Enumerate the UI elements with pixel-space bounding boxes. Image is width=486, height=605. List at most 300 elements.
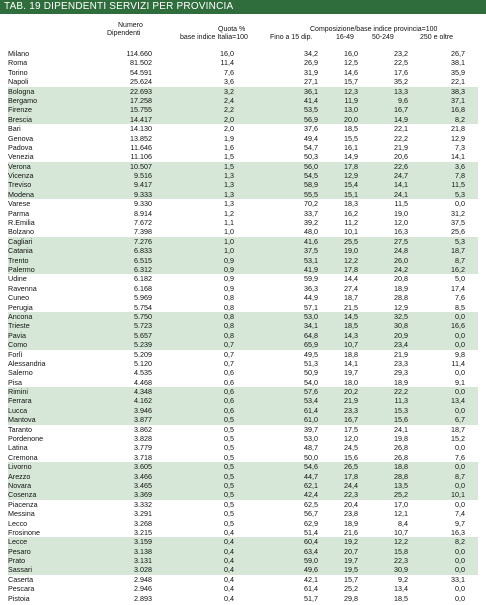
header-fino-15: Fino a 15 dip.: [270, 34, 313, 41]
250-oltre-value: 12,9: [451, 133, 465, 143]
250-oltre-value: 7,8: [455, 171, 465, 181]
fino-15-value: 55,5: [304, 189, 318, 199]
province-name: Salerno: [8, 368, 33, 378]
province-name: Ravenna: [8, 283, 37, 293]
250-oltre-value: 35,9: [451, 67, 465, 77]
fino-15-value: 61,0: [304, 415, 318, 425]
16-49-value: 26,5: [344, 462, 358, 472]
250-oltre-value: 11,4: [451, 358, 465, 368]
16-49-value: 12,0: [344, 434, 358, 444]
header-base-italia: base indice Italia=100: [180, 34, 248, 41]
table-row: [8, 303, 478, 312]
quota-value: 0,4: [224, 556, 234, 566]
table-row: [8, 265, 478, 274]
dipendenti-value: 5.723: [134, 321, 152, 331]
dipendenti-value: 5.657: [134, 330, 152, 340]
fino-15-value: 54,5: [304, 171, 318, 181]
dipendenti-value: 5.750: [134, 311, 152, 321]
50-249-value: 25,2: [394, 490, 408, 500]
quota-value: 0,8: [224, 321, 234, 331]
50-249-value: 20,8: [394, 274, 408, 284]
fino-15-value: 62,5: [304, 499, 318, 509]
province-name: Brescia: [8, 114, 32, 124]
50-249-value: 21,9: [394, 349, 408, 359]
50-249-value: 8,4: [398, 518, 408, 528]
province-name: Novara: [8, 480, 32, 490]
fino-15-value: 31,9: [304, 67, 318, 77]
50-249-value: 22,2: [394, 387, 408, 397]
50-249-value: 13,4: [394, 584, 408, 594]
250-oltre-value: 0,0: [455, 546, 465, 556]
table-row: [8, 350, 478, 359]
16-49-value: 15,4: [344, 180, 358, 190]
quota-value: 7,6: [224, 67, 234, 77]
data-table: [8, 49, 478, 603]
50-249-value: 23,3: [394, 358, 408, 368]
quota-value: 16,0: [220, 49, 234, 58]
fino-15-value: 62,9: [304, 518, 318, 528]
quota-value: 1,0: [224, 236, 234, 246]
250-oltre-value: 16,8: [451, 105, 465, 115]
quota-value: 1,0: [224, 246, 234, 256]
province-name: Alessandria: [8, 358, 46, 368]
fino-15-value: 37,6: [304, 124, 318, 134]
50-249-value: 27,5: [394, 236, 408, 246]
50-249-value: 26,0: [394, 255, 408, 265]
province-name: Udine: [8, 274, 27, 284]
table-row: [8, 162, 478, 171]
50-249-value: 11,5: [394, 199, 408, 209]
50-249-value: 18,9: [394, 283, 408, 293]
table-row: [8, 77, 478, 86]
dipendenti-value: 9.333: [134, 189, 152, 199]
50-249-value: 17,0: [394, 499, 408, 509]
250-oltre-value: 11,5: [451, 180, 465, 190]
province-name: Pordenone: [8, 434, 44, 444]
province-name: Bergamo: [8, 95, 38, 105]
dipendenti-value: 3.369: [134, 490, 152, 500]
dipendenti-value: 3.291: [134, 509, 152, 519]
fino-15-value: 59,9: [304, 274, 318, 284]
fino-15-value: 54,7: [304, 142, 318, 152]
16-49-value: 18,9: [344, 518, 358, 528]
250-oltre-value: 0,0: [455, 311, 465, 321]
dipendenti-value: 14.130: [130, 124, 152, 134]
table-row: [8, 565, 478, 574]
fino-15-value: 63,4: [304, 546, 318, 556]
province-name: Bolzano: [8, 227, 34, 237]
dipendenti-value: 5.969: [134, 293, 152, 303]
dipendenti-value: 17.258: [130, 95, 152, 105]
fino-15-value: 50,9: [304, 368, 318, 378]
16-49-value: 29,8: [344, 593, 358, 603]
50-249-value: 15,3: [394, 405, 408, 415]
fino-15-value: 53,5: [304, 105, 318, 115]
table-row: [8, 237, 478, 246]
dipendenti-value: 3.862: [134, 424, 152, 434]
50-249-value: 19,0: [394, 208, 408, 218]
50-249-value: 17,6: [394, 67, 408, 77]
16-49-value: 24,5: [344, 443, 358, 453]
dipendenti-value: 4.162: [134, 396, 152, 406]
250-oltre-value: 8,2: [455, 114, 465, 124]
16-49-value: 14,4: [344, 274, 358, 284]
50-249-value: 9,6: [398, 95, 408, 105]
province-name: Perugia: [8, 302, 33, 312]
quota-value: 0,7: [224, 349, 234, 359]
fino-15-value: 56,7: [304, 509, 318, 519]
dipendenti-value: 81.502: [130, 58, 152, 68]
fino-15-value: 61,4: [304, 584, 318, 594]
16-49-value: 16,2: [344, 208, 358, 218]
table-row: [8, 134, 478, 143]
table-row: [8, 584, 478, 593]
fino-15-value: 48,7: [304, 443, 318, 453]
50-249-value: 9,2: [398, 574, 408, 584]
16-49-value: 25,5: [344, 236, 358, 246]
16-49-value: 17,5: [344, 424, 358, 434]
quota-value: 2,4: [224, 95, 234, 105]
16-49-value: 18,3: [344, 199, 358, 209]
quota-value: 0,6: [224, 396, 234, 406]
250-oltre-value: 0,0: [455, 443, 465, 453]
250-oltre-value: 8,7: [455, 255, 465, 265]
dipendenti-value: 25.624: [130, 77, 152, 87]
250-oltre-value: 0,0: [455, 387, 465, 397]
quota-value: 0,6: [224, 405, 234, 415]
province-name: Livorno: [8, 462, 32, 472]
dipendenti-value: 3.946: [134, 405, 152, 415]
250-oltre-value: 0,0: [455, 565, 465, 575]
quota-value: 2,0: [224, 114, 234, 124]
dipendenti-value: 9.417: [134, 180, 152, 190]
16-49-value: 19,7: [344, 556, 358, 566]
quota-value: 2,0: [224, 124, 234, 134]
50-249-value: 26,8: [394, 443, 408, 453]
province-name: Arezzo: [8, 471, 31, 481]
table-row: [8, 453, 478, 462]
16-49-value: 16,1: [344, 142, 358, 152]
quota-value: 1,5: [224, 161, 234, 171]
dipendenti-value: 13.852: [130, 133, 152, 143]
dipendenti-value: 2.893: [134, 593, 152, 603]
quota-value: 0,7: [224, 340, 234, 350]
province-name: Lucca: [8, 405, 28, 415]
fino-15-value: 37,5: [304, 246, 318, 256]
50-249-value: 23,2: [394, 49, 408, 58]
fino-15-value: 54,6: [304, 462, 318, 472]
fino-15-value: 34,2: [304, 49, 318, 58]
250-oltre-value: 15,2: [451, 434, 465, 444]
table-row: [8, 396, 478, 405]
province-name: Palermo: [8, 264, 35, 274]
dipendenti-value: 7.398: [134, 227, 152, 237]
quota-value: 0,8: [224, 302, 234, 312]
province-name: Cuneo: [8, 293, 30, 303]
province-name: Parma: [8, 208, 30, 218]
250-oltre-value: 0,0: [455, 368, 465, 378]
fino-15-value: 54,0: [304, 377, 318, 387]
table-row: [8, 415, 478, 424]
dipendenti-value: 5.209: [134, 349, 152, 359]
16-49-value: 15,6: [344, 452, 358, 462]
table-row: [8, 152, 478, 161]
table-row: [8, 340, 478, 349]
dipendenti-value: 5.239: [134, 340, 152, 350]
province-name: Trieste: [8, 321, 30, 331]
dipendenti-value: 3.877: [134, 415, 152, 425]
dipendenti-value: 7.672: [134, 218, 152, 228]
province-name: Venezia: [8, 152, 34, 162]
fino-15-value: 51,3: [304, 358, 318, 368]
16-49-value: 21,5: [344, 302, 358, 312]
province-name: Como: [8, 340, 28, 350]
table-row: [8, 58, 478, 67]
header-quota: Quota %: [218, 26, 246, 33]
dipendenti-value: 5.120: [134, 358, 152, 368]
quota-value: 0,8: [224, 293, 234, 303]
quota-value: 0,4: [224, 593, 234, 603]
250-oltre-value: 0,0: [455, 199, 465, 209]
fino-15-value: 42,4: [304, 490, 318, 500]
dipendenti-value: 3.718: [134, 452, 152, 462]
table-row: [8, 218, 478, 227]
fino-15-value: 39,2: [304, 218, 318, 228]
table-row: [8, 406, 478, 415]
250-oltre-value: 22,1: [451, 77, 465, 87]
250-oltre-value: 7,3: [455, 142, 465, 152]
fino-15-value: 49,4: [304, 133, 318, 143]
province-name: Pisa: [8, 377, 22, 387]
table-row: [8, 481, 478, 490]
16-49-value: 15,1: [344, 189, 358, 199]
table-row: [8, 190, 478, 199]
dipendenti-value: 6.515: [134, 255, 152, 265]
table-row: [8, 180, 478, 189]
table-row: [8, 124, 478, 133]
50-249-value: 22,6: [394, 161, 408, 171]
fino-15-value: 61,4: [304, 405, 318, 415]
50-249-value: 12,9: [394, 302, 408, 312]
16-49-value: 16,0: [344, 49, 358, 58]
dipendenti-value: 3.215: [134, 527, 152, 537]
50-249-value: 32,5: [394, 311, 408, 321]
250-oltre-value: 5,3: [455, 236, 465, 246]
50-249-value: 24,1: [394, 424, 408, 434]
table-row: [8, 256, 478, 265]
province-name: Cosenza: [8, 490, 37, 500]
16-49-value: 12,5: [344, 58, 358, 68]
dipendenti-value: 8.914: [134, 208, 152, 218]
province-name: Varese: [8, 199, 31, 209]
16-49-value: 12,9: [344, 171, 358, 181]
250-oltre-value: 16,6: [451, 321, 465, 331]
50-249-value: 24,7: [394, 171, 408, 181]
250-oltre-value: 7,4: [455, 509, 465, 519]
dipendenti-value: 6.833: [134, 246, 152, 256]
250-oltre-value: 0,0: [455, 584, 465, 594]
table-row: [8, 143, 478, 152]
16-49-value: 10,1: [344, 227, 358, 237]
province-name: Pescara: [8, 584, 35, 594]
quota-value: 3,2: [224, 86, 234, 96]
50-249-value: 15,6: [394, 415, 408, 425]
quota-value: 0,5: [224, 480, 234, 490]
16-49-value: 10,7: [344, 340, 358, 350]
fino-15-value: 36,3: [304, 283, 318, 293]
quota-value: 1,3: [224, 171, 234, 181]
16-49-value: 18,5: [344, 124, 358, 134]
fino-15-value: 64,8: [304, 330, 318, 340]
table-row: [8, 500, 478, 509]
16-49-value: 14,3: [344, 330, 358, 340]
16-49-value: 15,7: [344, 77, 358, 87]
table-row: [8, 378, 478, 387]
table-row: [8, 115, 478, 124]
table-row: [8, 274, 478, 283]
50-249-value: 24,8: [394, 246, 408, 256]
fino-15-value: 26,9: [304, 58, 318, 68]
province-name: Milano: [8, 49, 30, 58]
250-oltre-value: 8,2: [455, 537, 465, 547]
dipendenti-value: 3.268: [134, 518, 152, 528]
16-49-value: 12,3: [344, 86, 358, 96]
50-249-value: 29,3: [394, 368, 408, 378]
province-name: Piacenza: [8, 499, 38, 509]
dipendenti-value: 5.754: [134, 302, 152, 312]
header-dipendenti: Dipendenti: [107, 30, 141, 37]
province-name: Bologna: [8, 86, 35, 96]
province-name: Taranto: [8, 424, 32, 434]
fino-15-value: 48,0: [304, 227, 318, 237]
fino-15-value: 59,0: [304, 556, 318, 566]
fino-15-value: 60,4: [304, 537, 318, 547]
16-49-value: 11,2: [344, 218, 358, 228]
16-49-value: 24,4: [344, 480, 358, 490]
50-249-value: 28,8: [394, 471, 408, 481]
dipendenti-value: 3.828: [134, 434, 152, 444]
fino-15-value: 41,6: [304, 236, 318, 246]
dipendenti-value: 10.507: [130, 161, 152, 171]
250-oltre-value: 38,3: [451, 86, 465, 96]
province-name: Lecce: [8, 537, 28, 547]
fino-15-value: 56,0: [304, 161, 318, 171]
table-row: [8, 528, 478, 537]
table-title: TAB. 19 DIPENDENTI SERVIZI PER PROVINCIA: [0, 0, 486, 14]
16-49-value: 15,7: [344, 574, 358, 584]
fino-15-value: 51,4: [304, 527, 318, 537]
table-row: [8, 284, 478, 293]
250-oltre-value: 3,6: [455, 161, 465, 171]
50-249-value: 10,7: [394, 527, 408, 537]
quota-value: 1,3: [224, 189, 234, 199]
16-49-value: 20,4: [344, 499, 358, 509]
province-name: Vicenza: [8, 171, 34, 181]
table-row: [8, 96, 478, 105]
250-oltre-value: 37,5: [451, 218, 465, 228]
fino-15-value: 27,1: [304, 77, 318, 87]
fino-15-value: 62,1: [304, 480, 318, 490]
50-249-value: 19,8: [394, 434, 408, 444]
table-row: [8, 509, 478, 518]
province-name: R.Emilia: [8, 218, 35, 228]
250-oltre-value: 13,4: [451, 396, 465, 406]
province-name: Cremona: [8, 452, 38, 462]
50-249-value: 18,5: [394, 593, 408, 603]
fino-15-value: 50,0: [304, 452, 318, 462]
250-oltre-value: 0,0: [455, 556, 465, 566]
table-row: [8, 519, 478, 528]
quota-value: 1,3: [224, 199, 234, 209]
16-49-value: 23,8: [344, 509, 358, 519]
250-oltre-value: 9,8: [455, 349, 465, 359]
quota-value: 0,6: [224, 377, 234, 387]
province-name: Pavia: [8, 330, 26, 340]
table-row: [8, 246, 478, 255]
quota-value: 0,5: [224, 424, 234, 434]
50-249-value: 12,1: [394, 509, 408, 519]
province-name: Padova: [8, 142, 33, 152]
50-249-value: 18,8: [394, 462, 408, 472]
quota-value: 0,5: [224, 443, 234, 453]
province-name: Cagliari: [8, 236, 33, 246]
16-49-value: 22,3: [344, 490, 358, 500]
table-row: [8, 49, 478, 58]
16-49-value: 19,0: [344, 246, 358, 256]
table-row: [8, 443, 478, 452]
250-oltre-value: 0,0: [455, 593, 465, 603]
16-49-value: 23,3: [344, 405, 358, 415]
250-oltre-value: 9,7: [455, 518, 465, 528]
16-49-value: 25,2: [344, 584, 358, 594]
province-name: Pesaro: [8, 546, 31, 556]
dipendenti-value: 2.946: [134, 584, 152, 594]
dipendenti-value: 22.693: [130, 86, 152, 96]
fino-15-value: 41,4: [304, 95, 318, 105]
16-49-value: 16,7: [344, 415, 358, 425]
quota-value: 1,5: [224, 152, 234, 162]
250-oltre-value: 5,3: [455, 189, 465, 199]
province-name: Bari: [8, 124, 21, 134]
province-name: Genova: [8, 133, 34, 143]
province-name: Firenze: [8, 105, 32, 115]
250-oltre-value: 8,5: [455, 302, 465, 312]
fino-15-value: 65,9: [304, 340, 318, 350]
fino-15-value: 57,6: [304, 387, 318, 397]
16-49-value: 19,2: [344, 537, 358, 547]
header-composizione: Composizione/base indice provincia=100: [310, 26, 438, 33]
50-249-value: 16,3: [394, 227, 408, 237]
50-249-value: 30,8: [394, 321, 408, 331]
dipendenti-value: 9.516: [134, 171, 152, 181]
quota-value: 0,4: [224, 565, 234, 575]
50-249-value: 21,9: [394, 142, 408, 152]
50-249-value: 22,3: [394, 556, 408, 566]
16-49-value: 14,1: [344, 358, 358, 368]
province-name: Modena: [8, 189, 34, 199]
16-49-value: 18,7: [344, 293, 358, 303]
50-249-value: 20,6: [394, 152, 408, 162]
16-49-value: 21,6: [344, 527, 358, 537]
table-row: [8, 105, 478, 114]
dipendenti-value: 3.028: [134, 565, 152, 575]
50-249-value: 14,1: [394, 180, 408, 190]
250-oltre-value: 0,0: [455, 480, 465, 490]
16-49-value: 18,8: [344, 349, 358, 359]
250-oltre-value: 10,1: [451, 490, 465, 500]
16-49-value: 18,0: [344, 377, 358, 387]
250-oltre-value: 18,7: [451, 246, 465, 256]
